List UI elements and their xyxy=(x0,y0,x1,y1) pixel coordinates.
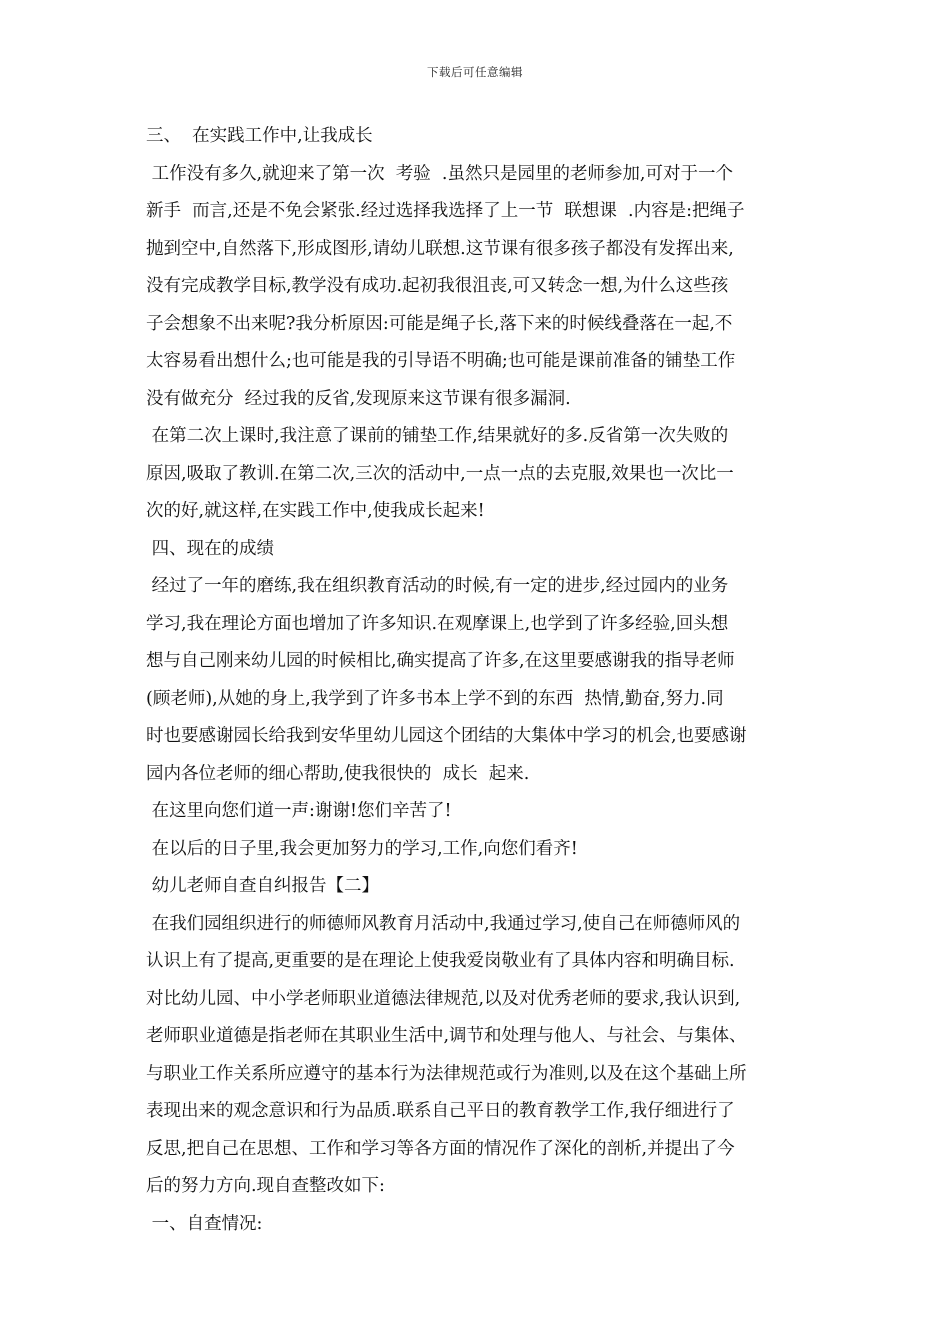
text-line: 老师职业道德是指老师在其职业生活中,调节和处理与他人、与社会、与集体、 xyxy=(146,1026,747,1046)
text-line: 时也要感谢园长给我到安华里幼儿园这个团结的大集体中学习的机会,也要感谢 xyxy=(146,726,747,746)
text-line: 没有做充分 经过我的反省,发现原来这节课有很多漏洞. xyxy=(146,388,571,409)
text-line: 想与自己刚来幼儿园的时候相比,确实提高了许多,在这里要感谢我的指导老师 xyxy=(146,651,735,671)
text-line: 后的努力方向.现自查整改如下: xyxy=(146,1176,385,1196)
text-line: 与职业工作关系所应遵守的基本行为法律规范或行为准则,以及在这个基础上所 xyxy=(146,1063,747,1084)
text-line: 新手 而言,还是不免会紧张.经过选择我选择了上一节 联想课 .内容是:把绳子 xyxy=(146,201,745,221)
text-line: 反思,把自己在思想、工作和学习等各方面的情况作了深化的剖析,并提出了今 xyxy=(146,1138,735,1159)
document-body xyxy=(146,118,810,1243)
text-line: 表现出来的观念意识和行为品质.联系自己平日的教育教学工作,我仔细进行了 xyxy=(146,1101,735,1121)
text-line: (顾老师),从她的身上,我学到了许多书本上学不到的东西 热情,勤奋,努力.同 xyxy=(146,688,724,709)
text-line: 在第二次上课时,我注意了课前的铺垫工作,结果就好的多.反省第一次失败的 xyxy=(146,426,729,446)
text-line: 学习,我在理论方面也增加了许多知识.在观摩课上,也学到了许多经验,回头想 xyxy=(146,613,729,634)
text-line: 认识上有了提高,更重要的是在理论上使我爱岗敬业有了具体内容和明确目标. xyxy=(146,951,735,971)
text-line: 工作没有多久,就迎来了第一次 考验 .虽然只是园里的老师参加,可对于一个 xyxy=(146,163,733,184)
text-line: 幼儿老师自查自纠报告【二】 xyxy=(146,876,380,896)
text-line: 次的好,就这样,在实践工作中,使我成长起来! xyxy=(146,501,485,521)
text-line: 三、 在实践工作中,让我成长 xyxy=(146,126,373,146)
text-line: 对比幼儿园、中小学老师职业道德法律规范,以及对优秀老师的要求,我认识到, xyxy=(146,988,741,1009)
text-line: 子会想象不出来呢?我分析原因:可能是绳子长,落下来的时候线叠落在一起,不 xyxy=(146,313,733,334)
text-line: 在我们园组织进行的师德师风教育月活动中,我通过学习,使自己在师德师风的 xyxy=(146,913,741,934)
text-line: 太容易看出想什么;也可能是我的引导语不明确;也可能是课前准备的铺垫工作 xyxy=(146,351,736,371)
text-line: 抛到空中,自然落下,形成图形,请幼儿联想.这节课有很多孩子都没有发挥出来, xyxy=(146,238,734,259)
text-line: 在以后的日子里,我会更加努力的学习,工作,向您们看齐! xyxy=(146,838,578,859)
text-line: 在这里向您们道一声:谢谢!您们辛苦了! xyxy=(146,801,452,821)
page-header: 下载后可任意编辑 xyxy=(427,65,523,79)
text-line: 园内各位老师的细心帮助,使我很快的 成长 起来. xyxy=(146,763,530,784)
text-line: 一、自查情况: xyxy=(146,1213,263,1234)
text-line: 四、现在的成绩 xyxy=(146,538,275,559)
text-line: 原因,吸取了教训.在第二次,三次的活动中,一点一点的去克服,效果也一次比一 xyxy=(146,463,734,484)
text-line: 没有完成教学目标,教学没有成功.起初我很沮丧,可又转念一想,为什么这些孩 xyxy=(146,276,729,296)
text-line: 经过了一年的磨练,我在组织教育活动的时候,有一定的进步,经过园内的业务 xyxy=(146,576,729,596)
